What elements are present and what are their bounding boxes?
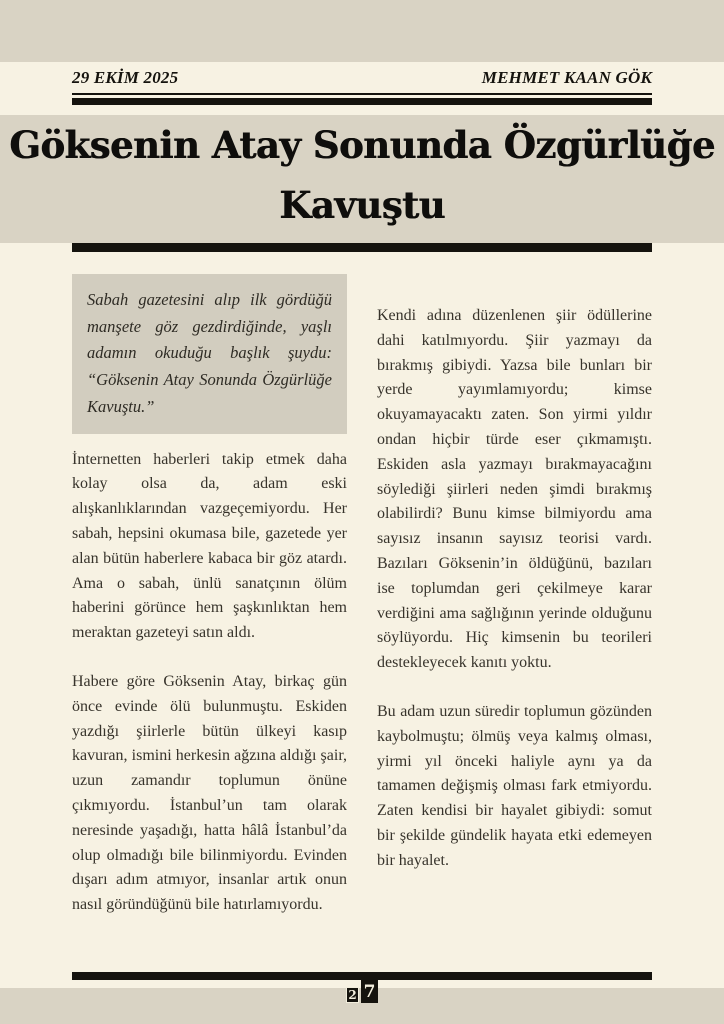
lead-quote-box: Sabah gazetesini alıp ilk gördüğü manşete göz gezdirdiğinde, yaşlı adamın okuduğu başlık şuydu: “Göksenin Atay Sonunda Özgürlüğe Kavuştu.” — [72, 274, 347, 434]
masthead-rule-thick — [72, 98, 652, 105]
footer-divider-bar — [72, 972, 652, 980]
headline — [0, 115, 724, 235]
column-left — [72, 274, 347, 918]
article-columns — [72, 274, 652, 918]
page-number — [346, 980, 378, 1003]
headline-line-1: Göksenin Atay Sonunda Özgürlüğe — [9, 123, 715, 167]
paragraph: İnternetten haberleri takip etmek daha kolay olsa da, adam eski alışkanlıklarından vazgeçemiyordu. Her sabah, hepsini okumasa bile, gazetede yer alan bütün haberlere kabaca bir göz atardı. Ama o sabah, ünlü sanatçının ölüm haberini görünce hem şaşkınlıktan hem meraktan gazeteyi satın aldı. — [72, 450, 347, 642]
masthead-rule-thin — [72, 93, 652, 95]
paragraph: Habere göre Göksenin Atay, birkaç gün önce evinde ölü bulunmuştu. Eskiden yazdığı şiirlerle bütün ülkeyi kasıp kavuran, ismini herkesin ağzına aldığı şair, uzun zamandır toplumun önüne çıkmıyordu. İstanbul’un tam olarak neresinde yaşadığı, hatta hâlâ İstanbul’da olup olmadığı bile bilinmiyordu. Evinden dışarı adım atmıyor, insanlar artık onun nasıl göründüğünü bile hatırlamıyordu. — [72, 672, 347, 914]
masthead-band — [0, 62, 724, 115]
paragraph: Bu adam uzun süredir toplumun gözünden kaybolmuştu; ölmüş veya kalmış olması, yirmi yıl önceki haliyle aynı ya da tamamen değişmiş olması fark etmiyordu. Zaten kendisi bir hayalet gibiydi: somut bir şekilde gündelik hayata etki edemeyen bir hayalet. — [377, 702, 652, 869]
issue-date: 29 EKİM 2025 — [72, 68, 179, 87]
paragraph: Kendi adına düzenlenen şiir ödüllerine dahi katılmıyordu. Şiir yazmayı da bırakmış gibiydi. Yazsa bile bunları bir yerde yayımlamıyordu; kimse okuyamayacaktı zaten. Son yirmi yıldır ondan hiçbir türde eser çıkmamıştı. Eskiden asla yazmayı bırakmayacağını söylediği şiirleri neden şimdi bırakmış olabilirdi? Bunu kimse bilmiyordu ama sayısız insanın sayısız teorisi vardı. Bazıları Göksenin’in öldüğünü, bazıları ise toplumdan geri çekilmeye karar verdiğini ama sağlığının yerinde olduğunu söylüyordu. Hiç kimsenin bu teorileri destekleyecek kanıtı yoktu. — [377, 307, 652, 672]
column-right — [377, 274, 652, 918]
article-body — [0, 243, 724, 988]
author-name: MEHMET KAAN GÖK — [481, 68, 652, 87]
headline-line-2: Kavuştu — [279, 183, 445, 227]
headline-divider-bar — [72, 243, 652, 252]
page-number-digit-2: 7 — [361, 980, 378, 1003]
page-number-digit-1: 2 — [346, 987, 359, 1003]
headline-band — [0, 115, 724, 243]
masthead-row — [72, 68, 652, 93]
